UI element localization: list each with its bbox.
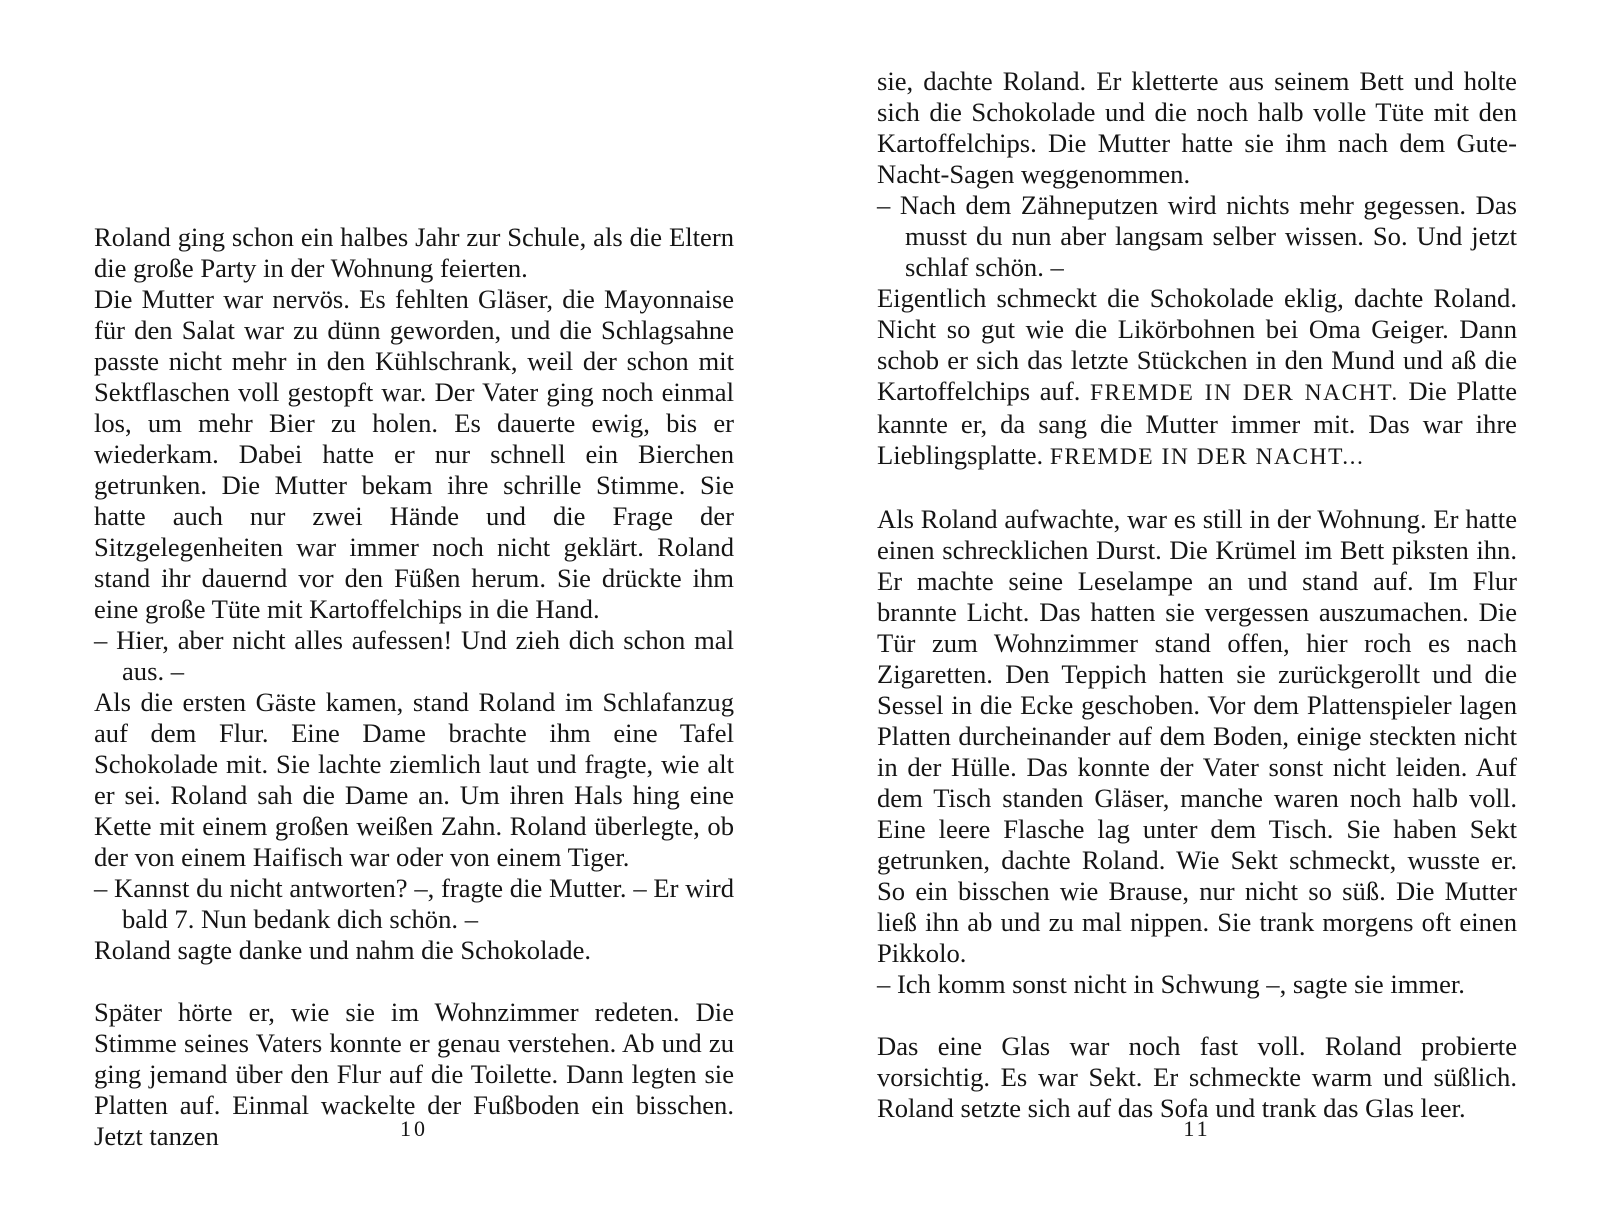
text-segment: Die Platte kannte er, da sang die Mutter immer mit. Das war ihre Lieblingsplatte.	[877, 376, 1517, 470]
dialogue-line: – Kannst du nicht antworten? –, fragte die Mutter. – Er wird bald 7. Nun bedank dich schön. –	[94, 873, 734, 934]
paragraph: Später hörte er, wie sie im Wohnzimmer redeten. Die Stimme seines Vaters konnte er genau verstehen. Ab und zu ging jemand über den Flur auf die Toilette. Dann legten sie Platten auf. Einmal wackelte der Fußboden ein bisschen. Jetzt tanzen	[94, 997, 734, 1151]
section-break	[94, 966, 734, 997]
paragraph: Das eine Glas war noch fast voll. Roland probierte vorsichtig. Es war Sekt. Er schmeckte warm und süßlich. Roland setzte sich auf das Sofa und trank das Glas leer.	[877, 1031, 1517, 1123]
right-page	[877, 0, 1517, 1216]
right-page-text	[877, 66, 1517, 1124]
section-break	[877, 473, 1517, 504]
paragraph: Die Mutter war nervös. Es fehlten Gläser, die Mayonnaise für den Salat war zu dünn geworden, und die Schlagsahne passte nicht mehr in den Kühlschrank, weil der schon mit Sektflaschen voll gestopft war. Der Vater ging noch einmal los, um mehr Bier zu holen. Es dauerte ewig, bis er wiederkam. Dabei hatte er nur schnell ein Bierchen getrunken. Die Mutter bekam ihre schrille Stimme. Sie hatte auch nur zwei Hände und die Frage der Sitzgelegenheiten war immer noch nicht geklärt. Roland stand ihr dauernd vor den Füßen herum. Sie drückte ihm eine große Tüte mit Kartoffelchips in die Hand.	[94, 284, 734, 624]
paragraph-with-song-title	[877, 283, 1517, 473]
song-title: FREMDE IN DER NACHT.	[1089, 380, 1399, 406]
dialogue-line: – Hier, aber nicht alles aufessen! Und zieh dich schon mal aus. –	[94, 625, 734, 686]
paragraph: Als Roland aufwachte, war es still in der Wohnung. Er hatte einen schrecklichen Durst. Die Krümel im Bett piksten ihn. Er machte seine Leselampe an und stand auf. Im Flur brannte Licht. Das hatten sie vergessen auszumachen. Die Tür zum Wohnzimmer stand offen, hier roch es nach Zigaretten. Den Teppich hatten sie zurückgerollt und die Sessel in die Ecke geschoben. Vor dem Plattenspieler lagen Platten durcheinander auf dem Boden, einige steckten nicht in der Hülle. Das konnte der Vater sonst nicht leiden. Auf dem Tisch standen Gläser, manche waren noch halb voll. Eine leere Flasche lag unter dem Tisch. Sie haben Sekt getrunken, dachte Roland. Wie Sekt schmeckt, wusste er. So ein bisschen wie Brause, nur nicht so süß. Die Mutter ließ ihn ab und zu mal nippen. Sie trank morgens oft einen Pikkolo.	[877, 504, 1517, 968]
left-page	[94, 0, 734, 1216]
page-number: 11	[1183, 1116, 1211, 1141]
section-break	[877, 1000, 1517, 1031]
paragraph: Roland ging schon ein halbes Jahr zur Schule, als die Eltern die große Party in der Wohnung feierten.	[94, 222, 734, 283]
paragraph: Als die ersten Gäste kamen, stand Roland im Schlafanzug auf dem Flur. Eine Dame brachte ihm eine Tafel Schokolade mit. Sie lachte ziemlich laut und fragte, wie alt er sei. Roland sah die Dame an. Um ihren Hals hing eine Kette mit einem großen weißen Zahn. Roland überlegte, ob der von einem Haifisch war oder von einem Tiger.	[94, 687, 734, 872]
text-segment: Eigentlich schmeckt die Schokolade eklig, dachte Roland. Nicht so gut wie die Likörbohnen bei Oma Geiger. Dann schob er sich das letzte Stückchen in den Mund und aß die Kartoffelchips auf.	[877, 283, 1517, 406]
song-title: FREMDE IN DER NACHT...	[1049, 444, 1365, 470]
page-number: 10	[400, 1116, 428, 1141]
dialogue-line: – Ich komm sonst nicht in Schwung –, sagte sie immer.	[877, 969, 1465, 999]
paragraph: sie, dachte Roland. Er kletterte aus seinem Bett und holte sich die Schokolade und die noch halb volle Tüte mit den Kartoffelchips. Die Mutter hatte sie ihm nach dem Gute-Nacht-Sagen weggenommen.	[877, 66, 1517, 189]
paragraph: Roland sagte danke und nahm die Schokolade.	[94, 935, 592, 965]
left-page-text	[94, 222, 734, 1152]
dialogue-line: – Nach dem Zähneputzen wird nichts mehr gegessen. Das musst du nun aber langsam selber wissen. So. Und jetzt schlaf schön. –	[877, 190, 1517, 282]
